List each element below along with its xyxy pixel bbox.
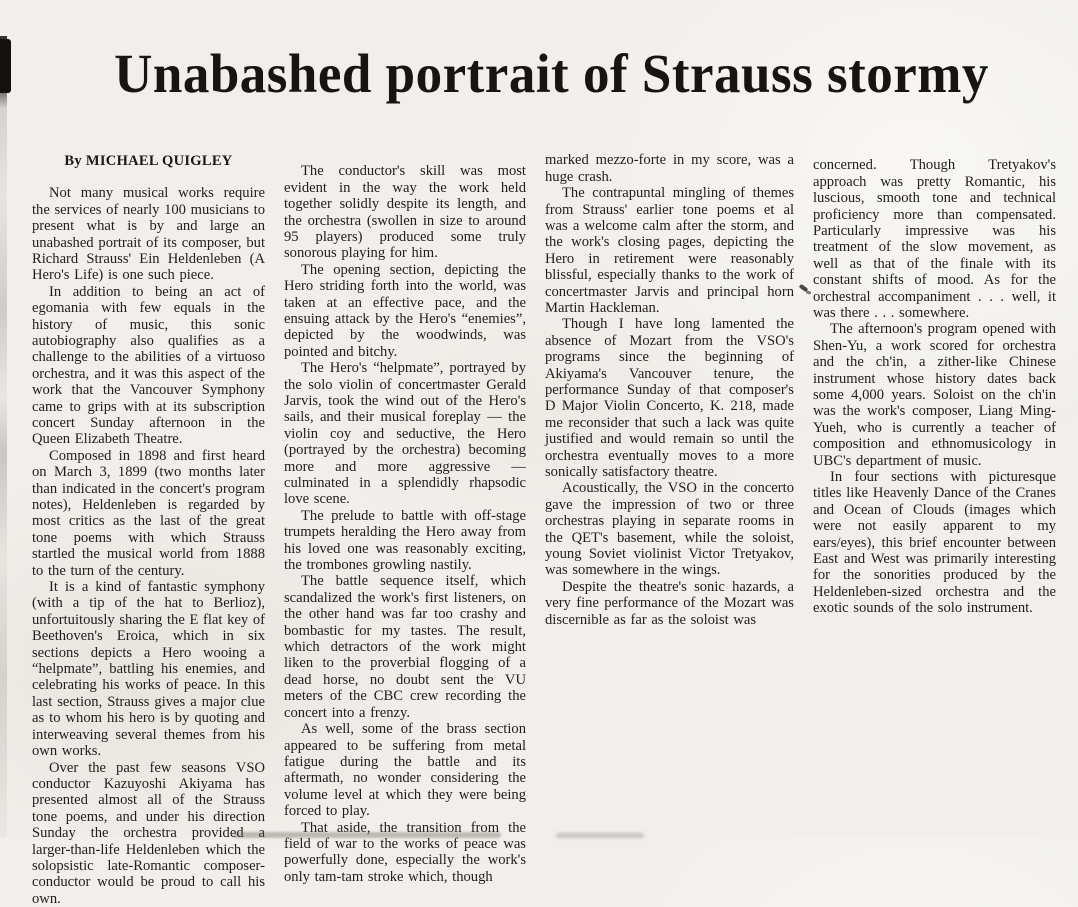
paragraph: As well, some of the brass section appeared to be suffering from metal fatigue during the battle and its aftermath, no wonder considering the volume level at which they were being forced to play. [284,721,526,820]
article-columns [0,137,1078,907]
article-column-1 [32,151,265,907]
paragraph: In addition to being an act of egomania with few equals in the history of music, this sonic autobiography also qualifies as a challenge to the abilities of a virtuoso orchestra, and it was this aspect of the work that the Vancouver Symphony came to grips with at its subscription concert Sunday afternoon in the Queen Elizabeth Theatre. [32,283,265,448]
paragraph: The opening section, depicting the Hero striding forth into the world, was taken at an effective pace, and the ensuing attack by the Hero's “enemies”, depicted by the woodwinds, was pointed and bitchy. [284,261,526,360]
paragraph: Over the past few seasons VSO conductor Kazuyoshi Akiyama has presented almost all of the Strauss tone poems, and under his direction Sunday the orchestra provided a larger-than-life Heldenleben which the solopsistic late-Romantic composer-conductor would be proud to call his own. [32,759,265,907]
paragraph: The battle sequence itself, which scandalized the work's first listeners, on the other hand was far too crashy and bombastic for my tastes. The result, which detractors of the work might liken to the proverbial flogging of a dead horse, no doubt sent the VU meters of the CBC crew recording the concert into a frenzy. [284,573,526,721]
paragraph: That aside, the transition from the field of war to the works of peace was powerfully done, especially the work's only tam-tam stroke which, though [284,819,526,885]
scan-smudge [556,833,644,838]
article-column-3 [545,151,794,628]
article-headline: Unabashed portrait of Strauss stormy [114,43,989,105]
article-column-2 [284,151,526,885]
paragraph: marked mezzo-forte in my score, was a huge crash. [545,152,794,185]
paragraph: concerned. Though Tretyakov's approach was pretty Romantic, his luscious, smooth tone and technical proficiency more than compensated. Particularly impressive was his treatment of the slow movement, as well as that of the finale with its constant shifts of mood. As for the orchestral accompaniment . . . well, it was there . . . somewhere. [813,157,1056,321]
scan-smudge [233,832,501,838]
paragraph: Composed in 1898 and first heard on March 3, 1899 (two months later than indicated in the concert's program notes), Heldenleben is regarded by most critics as the last of the great tone poems with which Strauss startled the musical world from 1888 to the turn of the century. [32,447,265,579]
paragraph: Though I have long lamented the absence of Mozart from the VSO's programs since the beginning of Akiyama's Vancouver tenure, the performance Sunday of that composer's D Major Violin Concerto, K. 218, made me reconsider that such a lack was quite justified and would remain so until the orchestra eventually moves to a more sonically satisfactory theatre. [545,316,794,481]
paragraph: The afternoon's program opened with Shen-Yu, a work scored for orchestra and the ch'in, a zither-like Chinese instrument whose history dates back some 4,000 years. Soloist on the ch'in was the work's composer, Liang Ming-Yueh, who is currently a teacher of composition and ethnomusicology in UBC's department of music. [813,321,1056,469]
article-column-4 [813,151,1056,616]
scan-edge-artifact [0,36,7,838]
paragraph: The conductor's skill was most evident in the way the work held together solidly despite its length, and the orchestra (swollen in size to around 95 players) produced some truly sonorous playing for him. [284,163,526,262]
paragraph: In four sections with picturesque titles like Heavenly Dance of the Cranes and Ocean of Clouds (images which were not easily apparent to my ears/eyes), this brief encounter between East and West was primarily interesting for the sonorities produced by the Heldenleben-sized orchestra and the exotic sounds of the solo instrument. [813,469,1056,617]
byline: By MICHAEL QUIGLEY [64,153,233,170]
paragraph: Not many musical works require the services of nearly 100 musicians to present what is by and large an unabashed portrait of its composer, but Richard Strauss' Ein Heldenleben (A Hero's Life) is one such piece. [32,185,265,284]
paragraph: The contrapuntal mingling of themes from Strauss' earlier tone poems et al was a welcome calm after the storm, and the work's closing pages, depicting the Hero in retirement were reasonably blissful, especially thanks to the work of concertmaster Jarvis and principal horn Martin Hackleman. [545,185,794,316]
paragraph: The prelude to battle with off-stage trumpets heralding the Hero away from his loved one was reasonably exciting, the trombones growling nastily. [284,507,526,574]
paragraph: Despite the theatre's sonic hazards, a very fine performance of the Mozart was discernible as far as the soloist was [545,578,794,628]
paragraph: The Hero's “helpmate”, portrayed by the solo violin of concertmaster Gerald Jarvis, took the wind out of the Hero's sails, and their musical foreplay — the violin coy and seductive, the Hero (portrayed by the orchestra) becoming more and more aggressive — culminated in a splendidly rhapsodic love scene. [284,360,526,508]
paragraph: It is a kind of fantastic symphony (with a tip of the hat to Berlioz), unfortuitously sharing the E flat key of Beethoven's Eroica, which in six sections depicts a Hero wooing a “helpmate”, battling his enemies, and celebrating his works of peace. In this last section, Strauss gives a major clue as to whom his hero is by quoting and interweaving several themes from his own works. [32,579,265,760]
paragraph: Acoustically, the VSO in the concerto gave the impression of two or three orchestras playing in separate rooms in the QET's basement, while the soloist, young Soviet violinist Victor Tretyakov, was somewhere in the wings. [545,480,794,579]
